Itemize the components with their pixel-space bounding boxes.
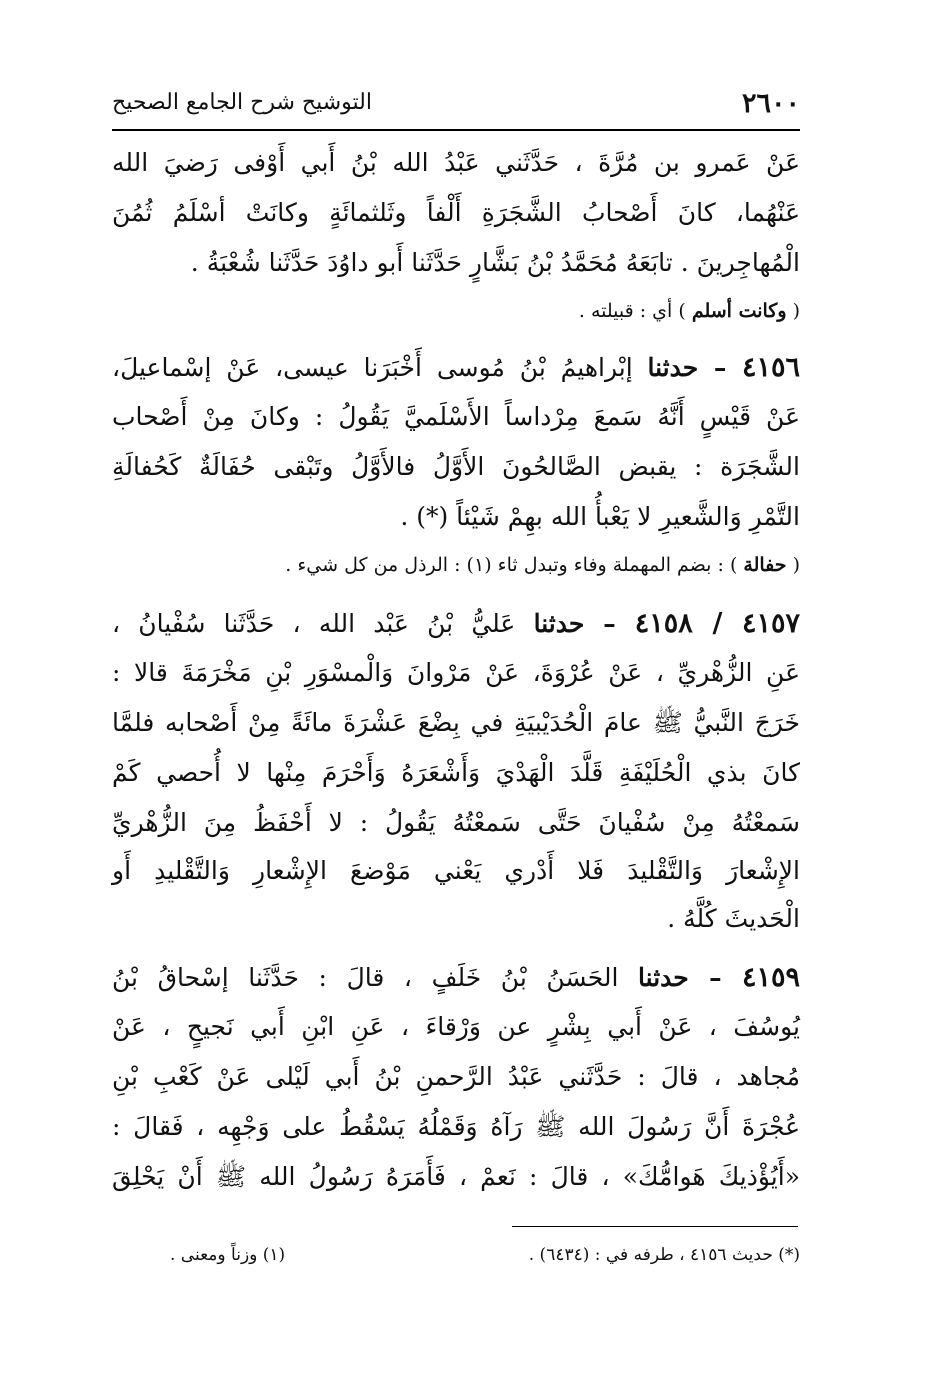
text-line: عَنْ قَيْسٍ أَنَّهُ سَمعَ مِرْداساً الأَسْلَميَّ يَقُولُ : وكانَ مِنْ أَصْحاب (112, 402, 800, 431)
hadith-number: ٤١٥٦ (741, 352, 800, 383)
text-line: عَليُّ بْنُ عَبْد الله ، حَدَّثَنا سُفْيانُ ، (112, 609, 534, 638)
commentary (112, 296, 800, 326)
commentary (112, 552, 800, 582)
text-line: الْمُهاجِرينَ . تابَعَهُ مُحَمَّدُ بْنُ بَشَّارٍ حَدَّثَنا أَبو داوُدَ حَدَّثَنا شُعْبَةُ . (190, 248, 800, 277)
text-line: مُجاهد ، قالَ : حَدَّثَني عَبْدُ الرَّحمنِ بْنُ أَبي لَيْلى عَنْ كَعْبِ بْنِ (112, 1062, 800, 1091)
text-line: عُجْرَةَ أَنَّ رَسُولَ الله ﷺ رَآهُ وَقَمْلُهُ يَسْقُطُ على وَجْهِه ، فَقالَ : (112, 1112, 800, 1141)
haddathana-keyword: حدثنا (647, 353, 699, 382)
commentary-text: ) أي : قبيلته . (578, 300, 686, 322)
text-line: كانَ بذي الْحُلَيْفَةِ قَلَّدَ الْهَدْيَ وَأَشْعَرَهُ وَأَحْرَمَ مِنْها لا أُحصي كَمْ (112, 758, 800, 787)
hadith-dash: – (698, 353, 742, 382)
running-title: التوشيح شرح الجامع الصحيح (112, 90, 372, 115)
text-line: يُوسُفَ ، عَنْ أَبي بِشْرٍ عن وَرْقاءَ ، عَنِ ابْنِ أَبي نَجيحٍ ، عَنْ (112, 1012, 800, 1041)
text-line: خَرَجَ النَّبيُّ ﷺ عامَ الْحُدَيْبيَةِ في بِضْعَ عَشْرَةَ مائَةً مِنْ أَصْحابه فلمَّا (112, 708, 800, 737)
haddathana-keyword: حدثنا (638, 963, 689, 992)
text-line: عَنْ عَمرو بن مُرَّةَ ، حَدَّثَني عَبْدُ الله بْنُ أَبي أَوْفى رَضيَ الله (112, 148, 800, 177)
header-rule (112, 129, 800, 131)
paren-open: ( (792, 300, 800, 322)
page-number: ٢٦٠٠ (741, 88, 800, 119)
text-line: «أَيُؤْذيكَ هَوامُّكَ» ، قالَ : نَعمْ ، فَأَمَرَهُ رَسُولُ الله ﷺ أَنْ يَحْلِقَ (112, 1162, 800, 1191)
page-header (112, 88, 800, 128)
text-line: عَنْهُما، كانَ أَصْحابُ الشَّجَرَةِ أَلْفاً وثَلثمائَةٍ وكانَتْ أسْلَمُ ثُمُنَ (112, 198, 800, 227)
continued-hadith (112, 140, 800, 290)
hadith-4159 (112, 958, 800, 1218)
hadith-dash: – (688, 963, 742, 992)
hadith-4156 (112, 344, 800, 544)
text-line: الْحَديثَ كُلَّهُ . (667, 904, 800, 933)
text-line: التَّمْرِ وَالشَّعيرِ لا يَعْبأُ الله بهِمْ شَيْئاً (*) . (400, 502, 800, 531)
footnote-star: (*) حديث ٤١٥٦ ، طرفه في : (٦٤٣٤) . (528, 1245, 800, 1265)
footnote-rule (512, 1226, 798, 1227)
text-line: إبْراهيمُ بْنُ مُوسى أَخْبَرَنا عيسى، عَنْ إسْماعيلَ، (112, 353, 648, 382)
text-line: سَمعْتُهُ مِنْ سُفْيانَ حَتَّى سَمعْتُهُ يَقُولُ : لا أَحْفَظُ مِنَ الزُّهْريِّ (112, 808, 800, 837)
hadith-number: ٤١٥٧ / ٤١٥٨ (634, 608, 800, 639)
hadith-dash: – (584, 609, 635, 638)
commentary-term: وكانت أسلم (691, 300, 787, 322)
hadith-4157-4158 (112, 600, 800, 950)
footnote-1: (١) وزناً ومعنى . (170, 1245, 286, 1265)
text-line: الشَّجَرَة : يقبض الصَّالحُونَ الأَوَّلُ فالأَوَّلُ وتَبْقى حُفَالَةٌ كَحُفالَةِ (112, 452, 800, 481)
commentary-term: حفالة (743, 554, 787, 576)
text-line: عَنِ الزُّهْريِّ ، عَنْ عُرْوَةَ، عَنْ مَرْوانَ وَالْمسْوَرِ بْنِ مَخْرَمَةَ قالا : (112, 658, 800, 687)
paren-open: ( (792, 554, 800, 576)
text-line: الإِشْعارَ وَالتَّقْليدَ فَلا أَدْري يَعْني مَوْضعَ الإِشْعارِ وَالتَّقْليدِ أَو (112, 856, 800, 885)
haddathana-keyword: حدثنا (533, 609, 585, 638)
hadith-number: ٤١٥٩ (741, 962, 800, 993)
text-line: الحَسَنُ بْنُ خَلَفٍ ، قالَ : حَدَّثَنا إسْحاقُ بْنُ (112, 963, 639, 992)
commentary-text: ) : بضم المهملة وفاء وتبدل ثاء (١) : الرذل من كل شيء . (285, 554, 738, 576)
